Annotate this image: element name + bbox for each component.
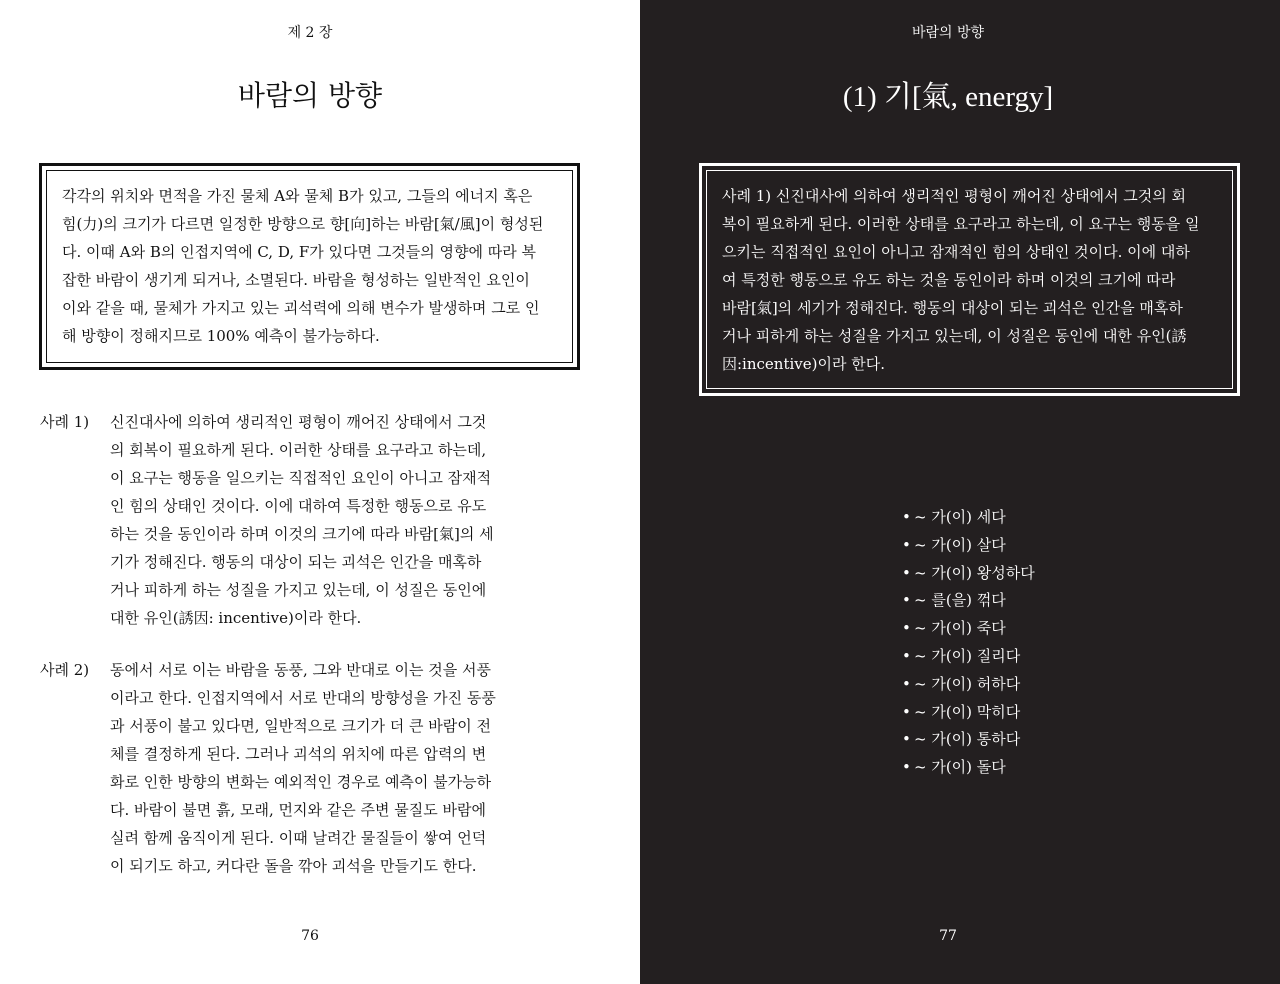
case-body xyxy=(110,656,510,880)
case-line: 동에서 서로 이는 바람을 동풍, 그와 반대로 이는 것을 서풍 xyxy=(110,661,491,679)
list-item-text: ~ 가(이) 허하다 xyxy=(914,674,1021,693)
bullet-icon: • xyxy=(902,619,911,638)
box-line: 으키는 직접적인 요인이 아니고 잠재적인 힘의 상태인 것이다. 이에 대하 xyxy=(722,243,1190,261)
bullet-icon: • xyxy=(902,730,911,749)
bullet-icon: • xyxy=(902,646,911,665)
case-line: 신진대사에 의하여 생리적인 평형이 깨어진 상태에서 그것 xyxy=(110,413,487,431)
box-line: 힘(力)의 크기가 다르면 일정한 방향으로 향[向]하는 바람[氣/風]이 형성된 xyxy=(62,215,544,233)
case-line: 화로 인한 방향의 변화는 예외적인 경우로 예측이 불가능하 xyxy=(110,773,492,791)
list-item-text: ~ 가(이) 죽다 xyxy=(914,619,1006,638)
case-line: 하는 것을 동인이라 하며 이것의 크기에 따라 바람[氣]의 세 xyxy=(110,525,494,543)
bullet-icon: • xyxy=(902,758,911,777)
summary-box-text xyxy=(62,182,557,350)
list-item xyxy=(902,643,1035,671)
list-item xyxy=(902,754,1035,782)
case-label: 사례 1) xyxy=(40,413,90,431)
box-line: 잡한 바람이 생기게 되거나, 소멸된다. 바람을 형성하는 일반적인 요인이 xyxy=(62,271,530,289)
list-item xyxy=(902,699,1035,727)
list-item xyxy=(902,587,1035,615)
case-line: 이라고 한다. 인접지역에서 서로 반대의 방향성을 가진 동풍 xyxy=(110,689,496,707)
page-number: 77 xyxy=(939,928,957,944)
box-line: 각각의 위치와 면적을 가진 물체 A와 물체 B가 있고, 그들의 에너지 혹은 xyxy=(62,187,533,205)
section-title: (1) 기[氣, energy] xyxy=(842,81,1054,113)
box-line: 거나 피하게 하는 성질을 가지고 있는데, 이 성질은 동인에 대한 유인(誘 xyxy=(722,327,1187,345)
case-line: 이 요구는 행동을 일으키는 직접적인 요인이 아니고 잠재적 xyxy=(110,469,492,487)
case-line: 기가 정해진다. 행동의 대상이 되는 괴석은 인간을 매혹하 xyxy=(110,553,482,571)
list-item-text: ~ 가(이) 세다 xyxy=(914,508,1006,526)
list-item-text: ~ 가(이) 막히다 xyxy=(914,702,1021,721)
chapter-title: 바람의 방향 xyxy=(237,79,383,112)
case-label: 사례 2) xyxy=(40,661,90,679)
list-item-text: ~ 가(이) 질리다 xyxy=(914,646,1021,665)
list-item xyxy=(902,671,1035,699)
bullet-icon: • xyxy=(902,702,911,721)
case-line: 다. 바람이 불면 흙, 모래, 먼지와 같은 주변 물질도 바람에 xyxy=(110,801,486,819)
running-head: 바람의 방향 xyxy=(911,25,985,41)
bullet-icon: • xyxy=(902,674,911,693)
example-box xyxy=(699,163,1240,396)
list-item-text: ~ 가(이) 왕성하다 xyxy=(914,563,1035,582)
case-body xyxy=(110,408,510,632)
list-item xyxy=(902,532,1035,560)
box-line: 이와 같을 때, 물체가 가지고 있는 괴석력에 의해 변수가 발생하며 그로 인 xyxy=(62,299,540,317)
case-line: 이 되기도 하고, 커다란 돌을 깎아 괴석을 만들기도 한다. xyxy=(110,857,477,875)
box-line: 사례 1) 신진대사에 의하여 생리적인 평형이 깨어진 상태에서 그것의 회 xyxy=(722,187,1187,205)
list-item xyxy=(902,615,1035,643)
box-line: 복이 필요하게 된다. 이러한 상태를 요구라고 하는데, 이 요구는 행동을 일 xyxy=(722,215,1200,233)
case-line: 대한 유인(誘因: incentive)이라 한다. xyxy=(110,609,362,627)
bullet-icon: • xyxy=(902,563,911,582)
bullet-icon: • xyxy=(902,535,911,554)
list-item xyxy=(902,726,1035,754)
box-line: 因:incentive)이라 한다. xyxy=(722,355,885,373)
case-line: 거나 피하게 하는 성질을 가지고 있는데, 이 성질은 동인에 xyxy=(110,581,487,599)
list-item-text: ~ 가(이) 통하다 xyxy=(914,730,1021,749)
bullet-icon: • xyxy=(902,508,911,526)
box-line: 바람[氣]의 세기가 정해진다. 행동의 대상이 되는 괴석은 인간을 매혹하 xyxy=(722,299,1183,317)
bullet-icon: • xyxy=(902,591,911,610)
page-number: 76 xyxy=(301,928,319,944)
list-item-text: ~ 가(이) 돌다 xyxy=(914,758,1006,777)
list-item-text: ~ 를(을) 꺾다 xyxy=(914,591,1006,610)
right-page xyxy=(640,0,1280,984)
list-item xyxy=(902,504,1035,532)
case-line: 의 회복이 필요하게 된다. 이러한 상태를 요구라고 하는데, xyxy=(110,441,487,459)
box-line: 해 방향이 정해지므로 100% 예측이 불가능하다. xyxy=(62,327,380,345)
box-line: 여 특정한 행동으로 유도 하는 것을 동인이라 하며 이것의 크기에 따라 xyxy=(722,271,1176,289)
expression-list xyxy=(902,504,1035,782)
list-item-text: ~ 가(이) 살다 xyxy=(914,535,1006,554)
example-box-text xyxy=(722,182,1217,378)
case-line: 체를 결정하게 된다. 그러나 괴석의 위치에 따른 압력의 변 xyxy=(110,745,487,763)
box-line: 다. 이때 A와 B의 인접지역에 C, D, F가 있다면 그것들의 영향에 따라 복 xyxy=(62,243,536,261)
case-line: 실려 함께 움직이게 된다. 이때 날려간 물질들이 쌓여 언덕 xyxy=(110,829,487,847)
case-line: 과 서풍이 불고 있다면, 일반적으로 크기가 더 큰 바람이 전 xyxy=(110,717,491,735)
running-head: 제 2 장 xyxy=(287,25,333,41)
summary-box xyxy=(39,163,580,370)
case-line: 인 힘의 상태인 것이다. 이에 대하여 특정한 행동으로 유도 xyxy=(110,497,487,515)
list-item xyxy=(902,560,1035,588)
